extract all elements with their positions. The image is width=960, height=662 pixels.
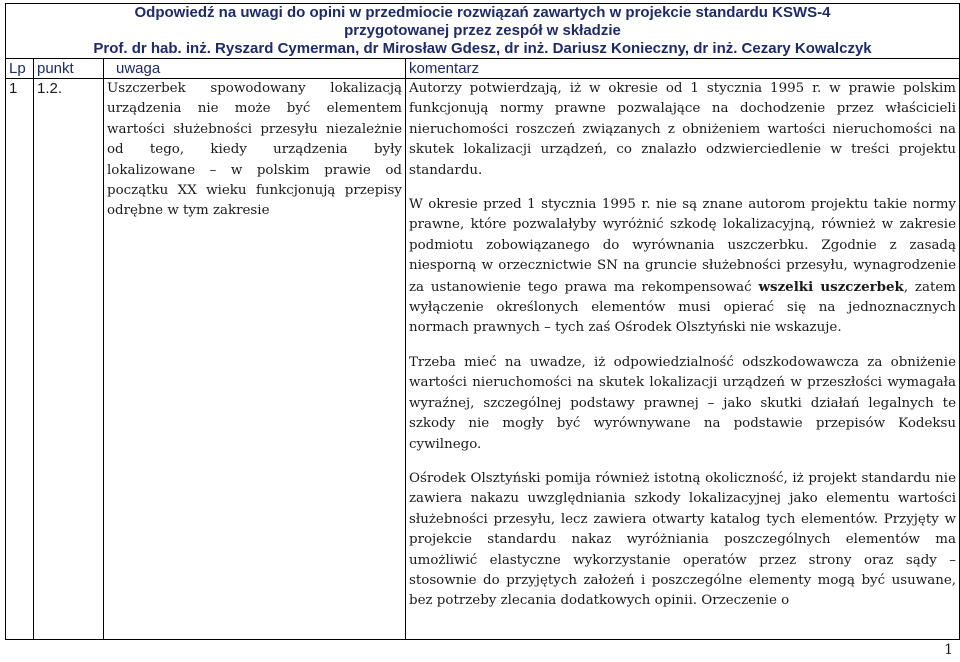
row-lp: 1 — [6, 79, 34, 640]
row-uwaga-text: Uszczerbek spowodowany lokalizacją urządzenia nie może być elementem wartości służebności przesyłu niezależnie od tego, kiedy urządzenia były lokalizowane – w polskim prawie od początku XX wieku funkcjonują przepisy odrębne w tym zakresie — [104, 79, 406, 640]
title-row — [6, 4, 960, 59]
komentarz-paragraph-3: Trzeba mieć na uwadze, iż odpowiedzialność odszkodowawcza za obniżenie wartości nieruchomości na skutek lokalizacji urządzeń w przeszłości wymagała wyraźnej, szczególnej podstawy prawnej – jako skutki działań legalnych te szkody nie mogły być wyrównywane na podstawie przepisów Kodeksu cywilnego. — [409, 354, 956, 452]
komentarz-paragraph-2-start: W okresie przed 1 stycznia 1995 r. nie są znane autorom projektu takie normy prawne, które pozwalałyby wyróżnić szkodę lokalizacyjną, również w zakresie podmiotu zobowiązanego do wyrównania uszczerbku. Zgodnie z zasadą niesporną w orzecznictwie SN na gruncie służebności przesyłu, wynagrodzenie za ustanowienie tego prawa ma rekompensować — [409, 197, 956, 295]
komentarz-emphasis: wszelki uszczerbek — [758, 278, 904, 295]
title-line-1: Odpowiedź na uwagi do opini w przedmiocie rozwiązań zawartych w projekcie standardu KSWS-4 — [134, 4, 831, 21]
title-line-3: Prof. dr hab. inż. Ryszard Cymerman, dr Mirosław Gdesz, dr inż. Dariusz Konieczny, dr inż. Cezary Kowalczyk — [93, 40, 872, 57]
title-line-2: przygotowanej przez zespół w składzie — [344, 22, 621, 39]
table-row — [6, 79, 960, 640]
komentarz-paragraph-2 — [409, 195, 956, 339]
column-header-lp: Lp — [6, 59, 34, 79]
row-punkt: 1.2. — [34, 79, 104, 640]
column-header-uwaga: uwaga — [104, 59, 406, 79]
komentarz-paragraph-4: Ośrodek Olsztyński pomija również istotną okoliczność, iż projekt standardu nie zawiera nakazu uwzględniania szkody lokalizacyjnej jako elementu wartości służebności przesyłu, lecz zawiera otwarty katalog tych elementów. Przyjęty w projekcie standardu nakaz wyróżniania poszczególnych elementów ma umożliwić elastyczne wykorzystanie operatów przez strony oraz sądy – stosownie do przyjętych założeń i poszczególne elementy mogą być usuwane, bez potrzeby zlecania dodatkowych opinii. Orzeczenie o — [409, 470, 956, 609]
column-header-punkt: punkt — [34, 59, 104, 79]
column-header-row — [6, 59, 960, 79]
page-number: 1 — [944, 642, 953, 658]
komentarz-paragraph-1: Autorzy potwierdzają, iż w okresie od 1 stycznia 1995 r. w prawie polskim funkcjonują normy prawne pozwalające na dochodzenie przez właścicieli nieruchomości roszczeń związanych z obniżeniem wartości nieruchomości na skutek lokalizacji urządzeń, co znalazło odzwierciedlenie w treści projektu standardu. — [409, 81, 956, 178]
row-komentarz — [406, 79, 960, 640]
document-title — [6, 4, 960, 59]
comments-table — [5, 3, 960, 640]
column-header-komentarz: komentarz — [406, 59, 960, 79]
komentarz-paragraph-2-end: , zatem wyłączenie określonych elementów musi opierać się na jednoznacznych normach prawnych – tych zaś Ośrodek Olsztyński nie wskazuje. — [409, 279, 956, 336]
